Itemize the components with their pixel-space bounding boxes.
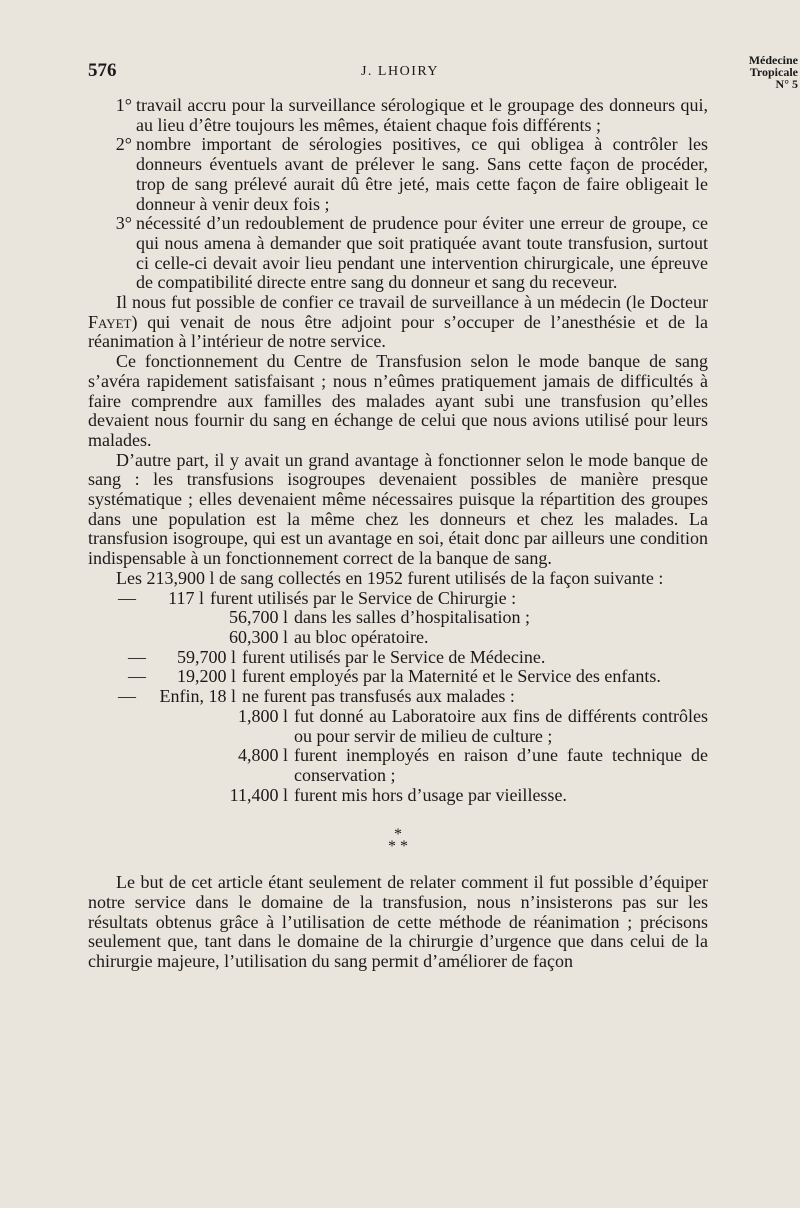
list-item [88,214,708,293]
row-text: furent mis hors d’usage par vieillesse. [294,784,567,805]
paragraph-autre: D’autre part, il y avait un grand avantage à fonctionner selon le mode banque de sang : les transfusions isogroupes devenaient possibles de manière presque systématique ; elles devenaient même nécessaires puisque la répartition des groupes dans une population est la même chez les donneurs et chez les malades. La transfusion isogroupe, qui est un avantage en soi, était donc par ailleurs une condition indispensable à un fonctionnement correct de la banque de sang. [88,449,708,569]
amount: 19,200 l [176,666,236,687]
row-text: furent utilisés par le Service de Chirurgie : [210,587,517,608]
item-text: nombre important de sérologies positives, ce qui obligea à contrôler les donneurs éventuels avant de prélever le sang. Sans cette façon de procéder, trop de sang prélevé aurait dû être jeté, mais cette façon de faire obligeait le donneur à venir deux fois ; [136,134,708,214]
distribution-row [88,667,708,687]
journal-name-line2: Tropicale [749,65,798,79]
journal-reference [736,54,798,90]
article-body [88,96,708,972]
journal-name-line1: Médecine [748,53,798,67]
journal-issue: N° 5 [775,77,798,91]
dash: — [128,646,146,667]
paragraph-fayet-before: Il nous fut possible de confier ce travail de surveillance à un médecin (le Docteur [116,292,708,313]
distribution-row [88,687,708,707]
separator-bottom: * * [388,838,408,856]
list-item [88,96,708,135]
distribution-row [88,589,708,609]
amount: 11,400 l [229,784,288,805]
paragraph-centre: Ce fonctionnement du Centre de Transfusion selon le mode banque de sang s’avéra rapidement satisfaisant ; nous n’eûmes pratiquement jamais de difficultés à faire comprendre aux familles des malades ayant subi une transfusion qu’elles devaient nous fournir du sang en échange de celui que nous avions utilisé pour leurs malades. [88,351,708,450]
amount: 4,800 l [237,745,288,766]
paragraph-fayet [88,293,708,352]
distribution-row [88,628,708,648]
amount: 59,700 l [176,646,236,667]
row-text: furent inemployés en raison d’une faute technique de conservation ; [294,745,708,785]
distribution-row [88,648,708,668]
distribution-row [88,746,708,785]
amount: 60,300 l [228,626,288,647]
dash: — [118,686,136,707]
section-separator [88,826,708,856]
paragraph-fayet-after: ) qui venait de nous être adjoint pour s’occuper de l’anesthésie et de la réanimation à l’intérieur de notre service. [88,311,708,352]
dash: — [128,666,146,687]
item-number: 3° [115,213,132,234]
item-number: 2° [115,134,132,155]
paragraph-total: Les 213,900 l de sang collectés en 1952 furent utilisés de la façon suivante : [116,567,664,588]
row-text: au bloc opératoire. [294,626,429,647]
paragraph-final: Le but de cet article étant seulement de relater comment il fut possible d’équiper notre service dans le domaine de la transfusion, nous n’insisterons pas sur les résultats obtenus grâce à l’utilisation de cette méthode de réanimation ; précisons seulement que, tant dans le domaine de la chirurgie d’urgence que dans celui de la chirurgie majeure, l’utilisation du sang permit d’améliorer de façon [88,872,708,972]
separator-top: * [394,826,402,844]
row-text: dans les salles d’hospitalisation ; [294,607,530,628]
page-header [0,53,800,91]
distribution-row [88,707,708,746]
distribution-row [88,608,708,628]
item-text: nécessité d’un redoublement de prudence pour éviter une erreur de groupe, ce qui nous amena à demander que soit pratiquée avant toute transfusion, surtout ci celle-ci devait avoir lieu pendant une intervention chirurgicale, une épreuve de compatibilité directe entre sang du donneur et sang du receveur. [136,213,708,293]
row-text: ne furent pas transfusés aux malades : [242,686,515,707]
dash: — [118,587,136,608]
amount: 1,800 l [237,705,288,726]
person-name: Fayet [88,311,132,332]
list-item [88,135,708,214]
item-text: travail accru pour la surveillance sérologique et le groupage des donneurs qui, au lieu d’être toujours les mêmes, étaient chaque fois différents ; [136,95,708,135]
amount: 56,700 l [228,607,288,628]
distribution-row [88,786,708,806]
amount: 117 l [168,587,204,608]
row-text: furent employés par la Maternité et le Service des enfants. [242,666,661,687]
running-head: J. LHOIRY [360,64,440,79]
row-text: fut donné au Laboratoire aux fins de différents contrôles ou pour servir de milieu de culture ; [294,705,708,746]
page-number: 576 [88,60,117,81]
row-text: furent utilisés par le Service de Médecine. [242,646,546,667]
amount: Enfin, 18 l [159,686,236,707]
item-number: 1° [115,95,132,115]
